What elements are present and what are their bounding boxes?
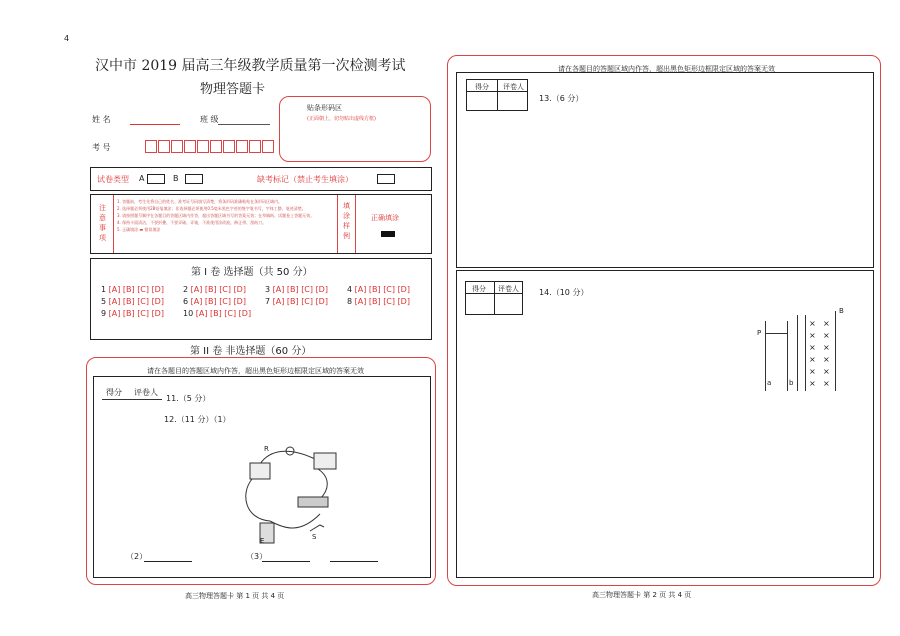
mcq-option[interactable]: [A]: [108, 297, 123, 306]
mcq-question: [265, 285, 328, 294]
page-subtitle: 物理答题卡: [200, 82, 266, 97]
mcq-number: 1: [101, 285, 109, 294]
field-cross-mark: ×: [809, 319, 816, 328]
mcq-number: 2: [183, 285, 191, 294]
blank3-label: （3）: [246, 552, 268, 561]
fig-label-p: P: [757, 329, 762, 337]
mcq-option[interactable]: [D]: [233, 285, 246, 294]
mcq-option[interactable]: [D]: [233, 297, 246, 306]
paper-type-b-box[interactable]: [185, 174, 203, 184]
q11-label: 11.（5 分）: [166, 394, 211, 403]
mcq-option[interactable]: [B]: [122, 309, 138, 318]
q13-score-table: [466, 79, 528, 111]
right-answer-area: [447, 55, 881, 586]
mcq-option[interactable]: [D]: [397, 297, 410, 306]
mcq-option[interactable]: [B]: [286, 297, 302, 306]
blank2-line[interactable]: [144, 561, 192, 562]
q13-label: 13.（6 分）: [539, 94, 584, 103]
note-line: 5. 正确填涂 ▬ 错误填涂: [117, 227, 161, 232]
q14-label: 14.（10 分）: [539, 288, 589, 297]
mcq-question: [347, 285, 410, 294]
mcq-option[interactable]: [A]: [190, 285, 205, 294]
note-line: 4. 保持卡面清洁，不要折叠、不要弄破、弄皱，不准使用涂改液、修正带、刮纸刀。: [117, 220, 267, 225]
mcq-option[interactable]: [D]: [238, 309, 252, 318]
mcq-option[interactable]: [B]: [204, 297, 220, 306]
mcq-question: [265, 297, 328, 306]
class-label: 班 级: [200, 115, 219, 124]
mcq-number: 8: [347, 297, 355, 306]
name-field[interactable]: [130, 114, 180, 125]
mcq-question: [183, 309, 251, 318]
mcq-option[interactable]: [C]: [224, 309, 239, 318]
mcq-option[interactable]: [A]: [195, 309, 210, 318]
part2-box[interactable]: [93, 376, 431, 578]
barcode-title: 贴条形码区: [307, 104, 342, 112]
exam-no-label: 考 号: [92, 143, 111, 152]
mcq-option[interactable]: [A]: [354, 285, 369, 294]
field-cross-mark: ×: [823, 355, 830, 364]
circuit-label-s: S: [312, 533, 317, 541]
mcq-option[interactable]: [C]: [219, 285, 234, 294]
class-field[interactable]: [218, 114, 270, 125]
notes-list: [117, 198, 335, 233]
correct-fill-sample: [381, 231, 395, 237]
mcq-option[interactable]: [A]: [272, 285, 287, 294]
field-cross-mark: ×: [809, 343, 816, 352]
mcq-option[interactable]: [A]: [354, 297, 369, 306]
q14-grader-label: 评卷人: [498, 285, 519, 293]
mcq-option[interactable]: [B]: [122, 285, 138, 294]
score-label: 得分: [106, 388, 122, 397]
footer-right: 高三物理答题卡 第 2 页 共 4 页: [592, 591, 692, 599]
mcq-option[interactable]: [D]: [315, 285, 328, 294]
barcode-area: [279, 96, 431, 162]
paper-type-b: B: [173, 174, 179, 183]
mcq-option[interactable]: [B]: [204, 285, 220, 294]
mcq-number: 7: [265, 297, 273, 306]
mcq-option[interactable]: [C]: [301, 285, 316, 294]
q14-figure: [757, 307, 847, 391]
mcq-number: 5: [101, 297, 109, 306]
corner-mark: 4: [64, 34, 70, 43]
field-cross-mark: ×: [823, 331, 830, 340]
mcq-question: [101, 285, 164, 294]
q14-box[interactable]: [456, 270, 874, 578]
field-cross-mark: ×: [823, 319, 830, 328]
circuit-label-r: R: [264, 445, 269, 453]
mcq-option[interactable]: [A]: [190, 297, 205, 306]
part2-warning: 请在各题目的答题区域内作答，超出黑色矩形边框限定区域的答案无效: [147, 367, 364, 375]
field-cross-mark: ×: [823, 343, 830, 352]
mcq-option[interactable]: [C]: [219, 297, 234, 306]
notes-panel: [90, 194, 432, 254]
field-cross-mark: ×: [809, 331, 816, 340]
footer-left: 高三物理答题卡 第 1 页 共 4 页: [185, 592, 285, 600]
barcode-note: (正面朝上，切勿贴出虚线方框): [307, 116, 376, 122]
absent-box[interactable]: [377, 174, 395, 184]
note-line: 3. 请按照题号顺序在各题目的答题区域内作答，超出答题区域书写的答案无效；在草稿纸、试题卷上答题无效。: [117, 213, 315, 218]
mcq-option[interactable]: [D]: [151, 309, 164, 318]
circuit-label-e: E: [260, 537, 265, 545]
blank3-line-b[interactable]: [330, 561, 378, 562]
q13-box[interactable]: [456, 72, 874, 268]
mcq-option[interactable]: [C]: [137, 309, 152, 318]
q12-label: 12.（11 分）（1）: [164, 415, 231, 424]
part1-panel: [90, 258, 432, 340]
mcq-number: 10: [183, 309, 196, 318]
paper-type-label: 试卷类型: [97, 175, 129, 184]
paper-type-a-box[interactable]: [147, 174, 165, 184]
grader-label: 评卷人: [134, 388, 158, 397]
mcq-number: 4: [347, 285, 355, 294]
field-cross-mark: ×: [809, 379, 816, 388]
part1-title: 第 I 卷 选择题（共 50 分）: [191, 267, 313, 278]
mcq-option[interactable]: [C]: [383, 297, 398, 306]
mcq-number: 9: [101, 309, 109, 318]
q14-score-label: 得分: [472, 285, 486, 293]
field-cross-mark: ×: [809, 355, 816, 364]
field-cross-mark: ×: [823, 379, 830, 388]
field-cross-mark: ×: [823, 367, 830, 376]
mcq-option[interactable]: [C]: [137, 297, 152, 306]
q13-score-label: 得分: [475, 83, 489, 91]
paper-type-row: [90, 167, 432, 191]
absent-label: 缺考标记（禁止考生填涂）: [257, 175, 353, 184]
notes-side-label: 注意事项: [99, 204, 106, 242]
fig-label-a: a: [767, 379, 772, 387]
page-title: 汉中市 2019 届高三年级教学质量第一次检测考试: [95, 58, 406, 74]
blank2-label: （2）: [126, 552, 148, 561]
mcq-option[interactable]: [C]: [383, 285, 398, 294]
mcq-option[interactable]: [C]: [137, 285, 152, 294]
exam-no-boxes[interactable]: [145, 138, 275, 157]
fig-label-b: B: [839, 307, 844, 315]
mcq-question: [101, 297, 164, 306]
mcq-question: [101, 309, 164, 318]
mcq-option[interactable]: [C]: [301, 297, 316, 306]
part2-answer-area: [86, 357, 436, 585]
mcq-number: 3: [265, 285, 273, 294]
right-warning: 请在各题目的答题区域内作答，超出黑色矩形边框限定区域的答案无效: [558, 65, 775, 73]
mcq-question: [347, 297, 410, 306]
mcq-option[interactable]: [B]: [210, 309, 225, 318]
field-cross-mark: ×: [809, 367, 816, 376]
mcq-question: [183, 285, 246, 294]
mcq-option[interactable]: [D]: [151, 285, 164, 294]
mcq-option[interactable]: [A]: [272, 297, 287, 306]
name-label: 姓 名: [92, 115, 111, 124]
mcq-number: 6: [183, 297, 191, 306]
mcq-option[interactable]: [B]: [368, 297, 384, 306]
mcq-option[interactable]: [A]: [108, 309, 123, 318]
q13-grader-label: 评卷人: [503, 83, 524, 91]
fig-label-b-wire: b: [789, 379, 794, 387]
mcq-option[interactable]: [B]: [368, 285, 384, 294]
sample-side-label: 填涂样例: [343, 202, 350, 240]
blank3-line-a[interactable]: [262, 561, 310, 562]
mcq-option[interactable]: [B]: [122, 297, 138, 306]
mcq-question: [183, 297, 246, 306]
mcq-option[interactable]: [D]: [315, 297, 328, 306]
q14-score-table: [465, 281, 523, 315]
mcq-option[interactable]: [B]: [286, 285, 302, 294]
mcq-option[interactable]: [A]: [108, 285, 123, 294]
paper-type-a: A: [139, 174, 145, 183]
note-line: 1. 答题前，考生先将自己的姓名、准考证号码填写清楚，将条形码准确粘贴在条形码区域内。: [117, 199, 283, 204]
circuit-diagram: [230, 439, 350, 549]
note-line: 2. 选择题必须使用2B铅笔填涂；非选择题必须使用0.5毫米黑色字迹的签字笔书写，字体工整、笔迹清楚。: [117, 206, 306, 211]
mcq-option[interactable]: [D]: [397, 285, 410, 294]
correct-fill-label: 正确填涂: [371, 214, 399, 222]
part2-title: 第 II 卷 非选择题（60 分）: [190, 346, 312, 357]
mcq-option[interactable]: [D]: [151, 297, 164, 306]
